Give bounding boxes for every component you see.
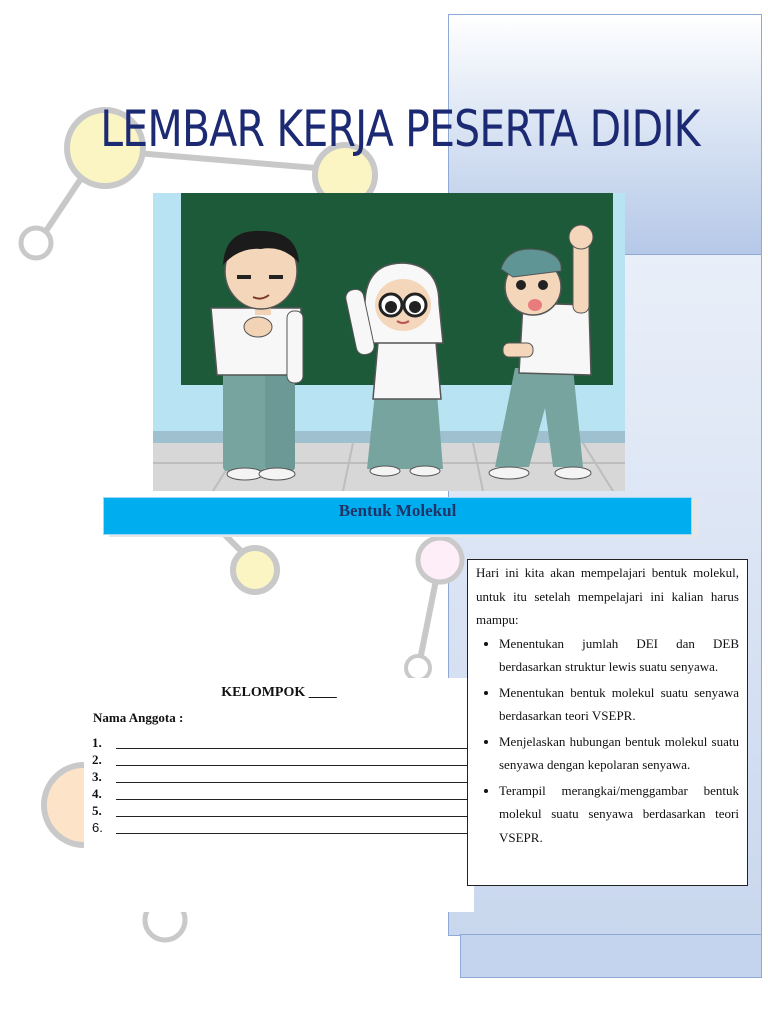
- member-number: 3.: [92, 769, 102, 784]
- student-boy-left: [211, 231, 303, 480]
- page-title: LEMBAR KERJA PESERTA DIDIK: [100, 100, 700, 158]
- member-name-line[interactable]: [116, 748, 473, 749]
- students-classroom-illustration: [153, 193, 625, 491]
- member-name-line[interactable]: [116, 765, 473, 766]
- member-row: [92, 752, 474, 769]
- member-row: [92, 735, 474, 752]
- member-name-line[interactable]: [116, 833, 473, 834]
- member-number: 2.: [92, 752, 102, 767]
- member-number: 1.: [92, 735, 102, 750]
- group-member-form: [84, 678, 474, 912]
- topic-banner: [103, 497, 692, 535]
- learning-objectives-box: [467, 559, 748, 886]
- member-row: [92, 803, 474, 820]
- topic-title: Bentuk Molekul: [338, 501, 457, 520]
- objective-item: • Menentukan bentuk molekul suatu senyawa berdasarkan teori VSEPR.: [499, 681, 739, 728]
- objective-item: • Menjelaskan hubungan bentuk molekul suatu senyawa dengan kepolaran senyawa.: [499, 730, 739, 777]
- objectives-list: [476, 632, 739, 850]
- member-row: [92, 769, 474, 786]
- objective-item: • Menentukan jumlah DEI dan DEB berdasarkan struktur lewis suatu senyawa.: [499, 632, 739, 679]
- members-label: Nama Anggota :: [93, 710, 184, 725]
- member-number: 6.: [92, 820, 103, 835]
- objective-item: • Terampil merangkai/menggambar bentuk molekul suatu senyawa berdasarkan teori VSEPR.: [499, 779, 739, 850]
- member-name-line[interactable]: [116, 816, 473, 817]
- member-row: [92, 820, 474, 837]
- member-row: [92, 786, 474, 803]
- member-name-line[interactable]: [116, 799, 473, 800]
- group-title: KELOMPOK ____: [221, 685, 337, 700]
- member-name-line[interactable]: [116, 782, 473, 783]
- member-number: 4.: [92, 786, 102, 801]
- objectives-intro: Hari ini kita akan mempelajari bentuk molekul, untuk itu setelah mempelajari ini kalian harus mampu:: [476, 565, 739, 627]
- member-number: 5.: [92, 803, 102, 818]
